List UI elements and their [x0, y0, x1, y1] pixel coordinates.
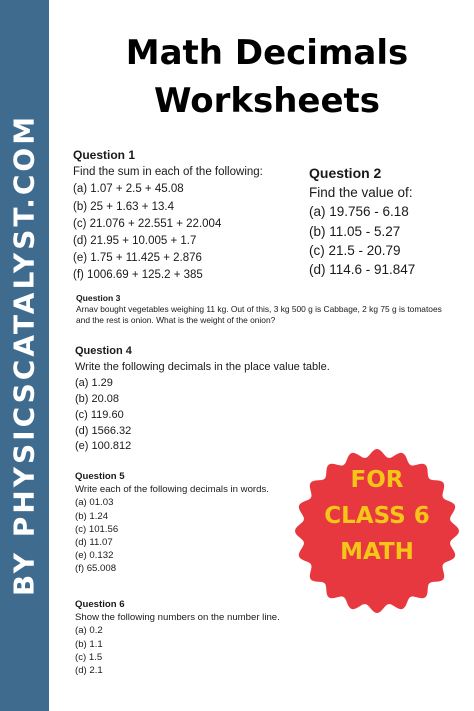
side-banner [0, 0, 49, 711]
question-5-heading: Question 5 [75, 471, 125, 482]
question-4-item: (c) 119.60 [75, 408, 124, 421]
question-6-item: (d) 2.1 [75, 665, 103, 677]
badge-line-math: MATH [340, 539, 414, 565]
question-6-prompt: Show the following numbers on the number line. [75, 612, 280, 624]
page-title-line-2: Worksheets [153, 81, 381, 121]
question-6-item: (b) 1.1 [75, 638, 103, 650]
question-5-item: (c) 101.56 [75, 523, 119, 535]
question-1-item: (e) 1.75 + 11.425 + 2.876 [73, 252, 202, 265]
question-1-item: (c) 21.076 + 22.551 + 22.004 [73, 217, 222, 230]
question-1-heading: Question 1 [73, 148, 136, 162]
question-5-item: (e) 0.132 [75, 550, 114, 562]
question-1-prompt: Find the sum in each of the following: [73, 166, 263, 179]
question-2-item: (d) 114.6 - 91.847 [309, 262, 416, 278]
question-5 [75, 470, 269, 576]
page-title-line-1: Math Decimals [125, 33, 409, 73]
question-4-item: (b) 20.08 [75, 392, 120, 405]
question-5-item: (a) 01.03 [75, 497, 114, 509]
class-badge-text [291, 462, 463, 570]
question-4-heading: Question 4 [75, 345, 132, 357]
badge-line-for: FOR [350, 467, 404, 493]
question-3-body: Arnav bought vegetables weighing 11 kg. Out of this, 3 kg 500 g is Cabbage, 2 kg 75 g is tomatoes and the rest is onion. What is the weight of the onion? [76, 304, 442, 325]
question-1 [73, 147, 263, 285]
question-4-item: (a) 1.29 [75, 376, 113, 389]
question-2-heading: Question 2 [309, 165, 382, 181]
question-2-item: (a) 19.756 - 6.18 [309, 204, 409, 220]
question-6-item: (a) 0.2 [75, 625, 103, 637]
side-banner-text: BY PHYSICSCATALYST.COM [7, 113, 41, 597]
question-1-item: (d) 21.95 + 10.005 + 1.7 [73, 235, 197, 248]
question-6-item: (c) 1.5 [75, 651, 103, 663]
question-2 [309, 164, 415, 279]
question-2-prompt: Find the value of: [309, 185, 413, 201]
question-5-prompt: Write each of the following decimals in words. [75, 484, 269, 496]
question-6 [75, 598, 280, 677]
question-4-item: (e) 100.812 [75, 440, 132, 453]
question-2-item: (b) 11.05 - 5.27 [309, 223, 401, 239]
question-1-item: (f) 1006.69 + 125.2 + 385 [73, 269, 203, 282]
question-6-heading: Question 6 [75, 599, 125, 610]
question-3 [76, 293, 456, 326]
question-4-item: (d) 1566.32 [75, 424, 132, 437]
question-1-item: (b) 25 + 1.63 + 13.4 [73, 200, 175, 213]
question-5-item: (d) 11.07 [75, 537, 113, 549]
question-4-prompt: Write the following decimals in the place value table. [75, 360, 330, 373]
question-5-item: (f) 65.008 [75, 563, 117, 575]
badge-line-class: CLASS 6 [324, 503, 430, 529]
question-5-item: (b) 1.24 [75, 510, 109, 522]
question-1-item: (a) 1.07 + 2.5 + 45.08 [73, 183, 184, 196]
question-4 [75, 344, 330, 455]
question-2-item: (c) 21.5 - 20.79 [309, 242, 401, 258]
question-3-heading: Question 3 [76, 293, 121, 303]
